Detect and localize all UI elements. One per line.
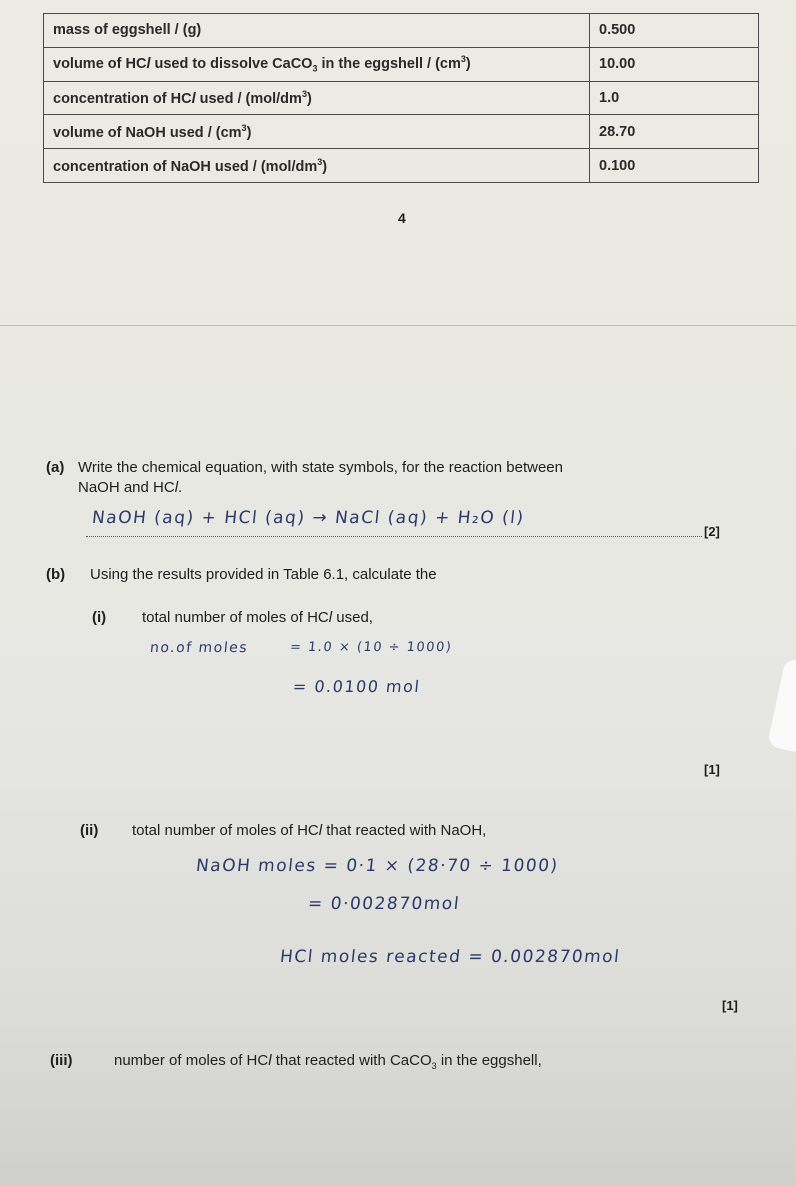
part-a-question-line2: NaOH and HCl.: [78, 479, 183, 496]
table-cell-value: 28.70: [590, 115, 759, 149]
table-cell-label: concentration of NaOH used / $(mol/dm^3)$: [44, 149, 590, 183]
table-row: [44, 115, 759, 149]
table-cell-label: volume of HCl used to dissolve CaCO$_3$ in the eggshell / $(cm^3)$: [44, 47, 590, 81]
page-number: 4: [398, 210, 406, 226]
part-i-work-line1-left: no.of moles: [149, 640, 249, 656]
part-i-work-line2: = 0.0100 mol: [292, 677, 422, 696]
page-divider: [0, 325, 796, 326]
part-a-label: (a): [46, 459, 65, 476]
part-iii-question: number of moles of HCl that reacted with CaCO$_3$ in the eggshell,: [114, 1052, 542, 1071]
part-ii-question: total number of moles of HCl that reacted with NaOH,: [132, 822, 487, 839]
table-row: [44, 81, 759, 115]
part-b-label: (b): [46, 566, 66, 583]
table-row: [44, 14, 759, 48]
table-row: [44, 149, 759, 183]
table-cell-label: mass of eggshell / (g): [44, 14, 590, 48]
marks-ii: [1]: [722, 998, 738, 1013]
table-row: [44, 47, 759, 81]
part-i-question: total number of moles of HCl used,: [142, 609, 373, 626]
part-ii-work-line2: = 0·002870mol: [306, 894, 462, 914]
part-ii-label: (ii): [80, 822, 99, 839]
table-cell-value: 10.00: [590, 47, 759, 81]
part-b-question: Using the results provided in Table 6.1, calculate the: [90, 566, 437, 583]
part-ii-work-line3: HCl moles reacted = 0.002870mol: [278, 947, 622, 967]
table-cell-value: 0.500: [590, 14, 759, 48]
part-a-question-line1: Write the chemical equation, with state symbols, for the reaction between: [78, 459, 563, 476]
results-table: [43, 13, 759, 183]
part-i-work-line1-right: = 1.0 × (10 ÷ 1000): [289, 640, 454, 655]
part-iii-label: (iii): [50, 1052, 73, 1069]
table-cell-label: concentration of HCl used / $(mol/dm^3)$: [44, 81, 590, 115]
table-cell-value: 1.0: [590, 81, 759, 115]
light-glare: [767, 658, 796, 752]
table-cell-value: 0.100: [590, 149, 759, 183]
marks-a: [2]: [704, 524, 720, 539]
table-cell-label: volume of NaOH used / $(cm^3)$: [44, 115, 590, 149]
part-i-label: (i): [92, 609, 107, 626]
part-ii-work-line1: NaOH moles = 0·1 × (28·70 ÷ 1000): [194, 856, 560, 876]
answer-a-handwriting: NaOH (aq) + HCl (aq) → NaCl (aq) + H₂O (l): [90, 508, 526, 528]
marks-i: [1]: [704, 762, 720, 777]
